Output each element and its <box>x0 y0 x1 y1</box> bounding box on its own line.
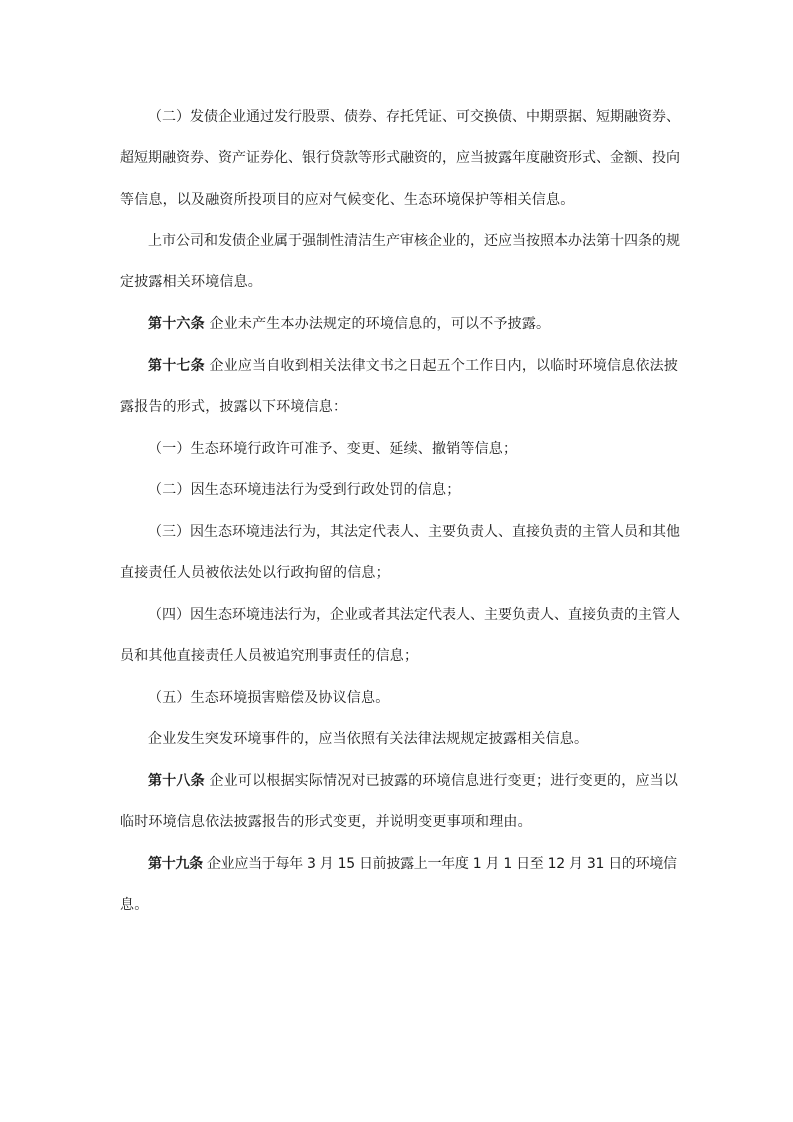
list-item-line <box>148 480 680 500</box>
line-text: 露报告的形式，披露以下环境信息： <box>120 399 348 415</box>
list-item-line <box>148 439 680 459</box>
list-item-line <box>148 522 680 542</box>
line-text: （二）因生态环境违法行为受到行政处罚的信息； <box>148 482 461 498</box>
list-item-line <box>148 605 680 625</box>
paragraph-line <box>120 190 680 210</box>
line-text: 员和其他直接责任人员被追究刑事责任的信息； <box>120 648 419 664</box>
line-text: （三）因生态环境违法行为，其法定代表人、主要负责人、直接负责的主管人员和其他 <box>148 524 680 540</box>
line-text: 临时环境信息依法披露报告的形式变更，并说明变更事项和理由。 <box>120 814 532 830</box>
line-text: （四）因生态环境违法行为，企业或者其法定代表人、主要负责人、直接负责的主管人 <box>148 607 680 623</box>
paragraph-line <box>120 812 680 832</box>
line-text: 直接责任人员被依法处以行政拘留的信息； <box>120 565 390 581</box>
line-text: 息。 <box>120 897 149 913</box>
article-18-line <box>148 771 680 791</box>
article-heading: 第十七条 <box>148 358 205 374</box>
paragraph-line <box>148 231 680 251</box>
paragraph-line <box>120 397 680 417</box>
paragraph-line <box>120 895 680 915</box>
line-text: 上市公司和发债企业属于强制性清洁生产审核企业的，还应当按照本办法第十四条的规 <box>148 233 680 249</box>
article-heading: 第十六条 <box>148 316 205 332</box>
article-heading: 第十八条 <box>148 773 205 789</box>
paragraph-line <box>120 272 680 292</box>
paragraph-line <box>120 148 680 168</box>
line-text: 定披露相关环境信息。 <box>120 274 262 290</box>
line-text: 企业未产生本办法规定的环境信息的，可以不予披露。 <box>204 316 551 332</box>
paragraph-line <box>120 563 680 583</box>
line-text: 超短期融资券、资产证券化、银行贷款等形式融资的，应当披露年度融资形式、金额、投向 <box>120 150 680 166</box>
line-text: 企业应当于每年 3 月 15 日前披露上一年度 1 月 1 日至 12 月 31 日的环境信 <box>202 856 677 872</box>
line-text: （五）生态环境损害赔偿及协议信息。 <box>148 690 390 706</box>
paragraph-line <box>120 646 680 666</box>
article-17-line <box>148 356 680 376</box>
article-heading: 第十九条 <box>148 856 203 872</box>
line-text: 企业发生突发环境事件的，应当依照有关法律法规规定披露相关信息。 <box>148 731 589 747</box>
paragraph-line <box>148 729 680 749</box>
article-19-line <box>148 854 680 874</box>
line-text: 企业应当自收到相关法律文书之日起五个工作日内，以临时环境信息依法披 <box>204 358 679 374</box>
paragraph-line <box>148 107 680 127</box>
line-text: （一）生态环境行政许可准予、变更、延续、撤销等信息； <box>148 441 518 457</box>
line-text: 等信息，以及融资所投项目的应对气候变化、生态环境保护等相关信息。 <box>120 192 575 208</box>
article-16-line <box>148 314 680 334</box>
list-item-line <box>148 688 680 708</box>
line-text: （二）发债企业通过发行股票、债券、存托凭证、可交换债、中期票据、短期融资券、 <box>148 109 680 125</box>
line-text: 企业可以根据实际情况对已披露的环境信息进行变更；进行变更的，应当以 <box>204 773 679 789</box>
